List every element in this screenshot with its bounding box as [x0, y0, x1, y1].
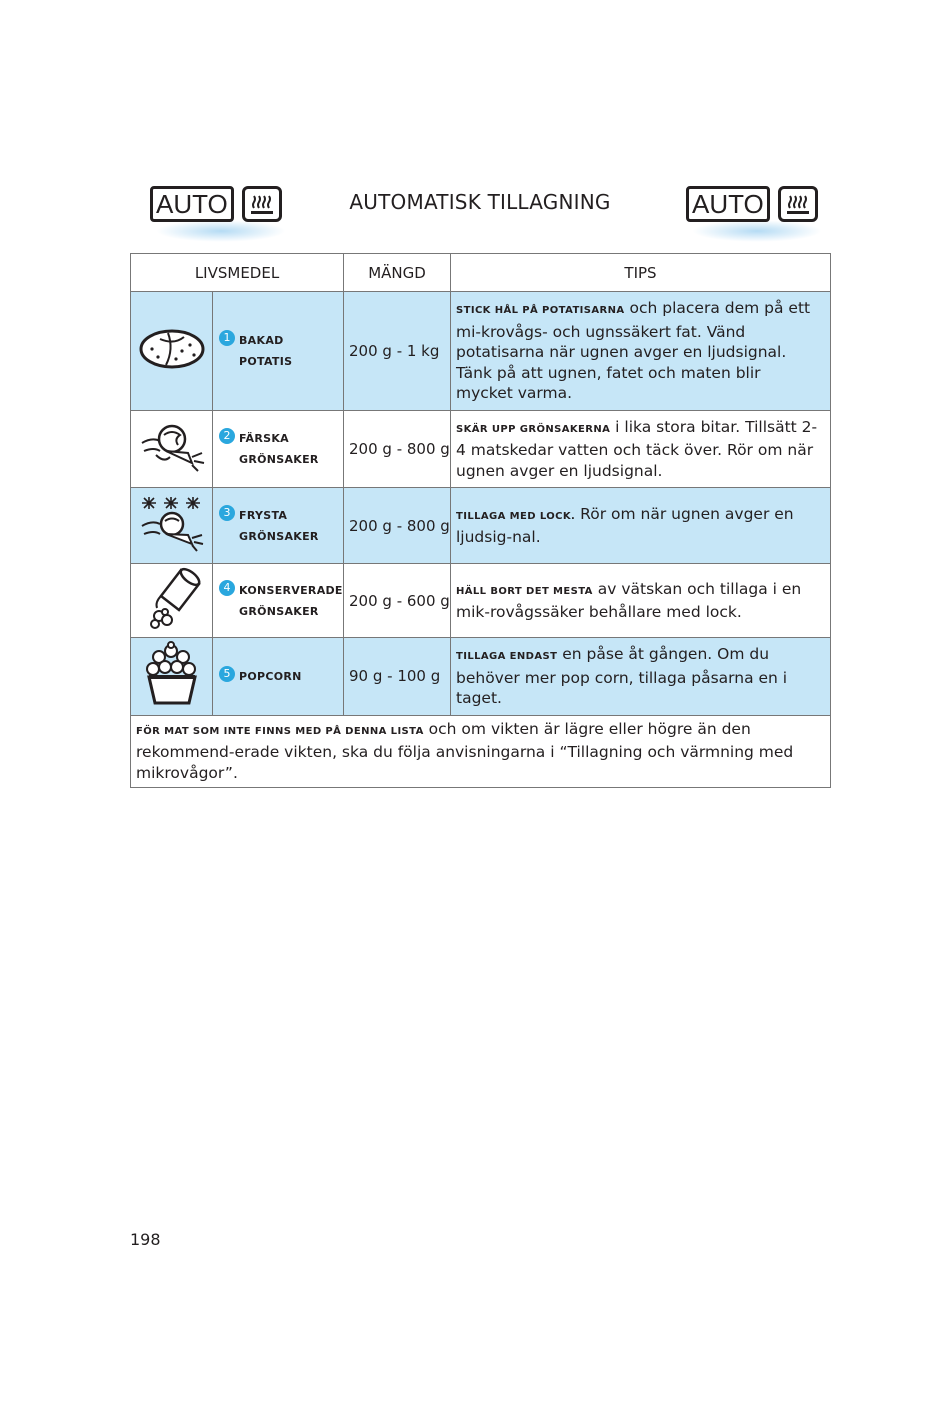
auto-label: AUTO [686, 186, 770, 222]
table-header-row [131, 254, 831, 292]
frozen-vegetables-icon [131, 488, 213, 564]
table-footer-row [131, 715, 831, 787]
auto-cook-table [130, 253, 831, 788]
potato-icon [131, 292, 213, 411]
food-name: FRYSTA GRÖNSAKER [239, 508, 319, 543]
amount: 90 g - 100 g [344, 638, 451, 716]
popcorn-icon [131, 638, 213, 716]
number-badge: 1 [219, 330, 235, 346]
table-row [131, 488, 831, 564]
tip: TILLAGA ENDAST en påse åt gången. Om du behöver mer pop corn, tillaga påsarna en i taget. [451, 638, 831, 716]
footer-note: FÖR MAT SOM INTE FINNS MED PÅ DENNA LISTA och om vikten är lägre eller högre än den rekommend-erade vikten, ska du följa anvisningarna i “Tillagning och värmning med mikrovågor”. [131, 715, 831, 787]
tip: TILLAGA MED LOCK. Rör om när ugnen avger en ljudsig-nal. [451, 488, 831, 564]
vegetables-icon [131, 410, 213, 488]
page-header [130, 180, 830, 240]
canned-vegetables-icon [131, 564, 213, 638]
number-badge: 4 [219, 580, 235, 596]
table-row [131, 292, 831, 411]
auto-label: AUTO [150, 186, 234, 222]
column-header-tips: TIPS [451, 254, 831, 292]
table-row [131, 564, 831, 638]
food-name: KONSERVERADE GRÖNSAKER [239, 583, 343, 618]
food-name: BAKAD POTATIS [239, 333, 293, 368]
amount: 200 g - 800 g [344, 410, 451, 488]
column-header-mangd: MÄNGD [344, 254, 451, 292]
tip: HÄLL BORT DET MESTA av vätskan och tillaga i en mik-rovågssäker behållare med lock. [451, 564, 831, 638]
food-name: POPCORN [239, 669, 302, 683]
amount: 200 g - 1 kg [344, 292, 451, 411]
number-badge: 2 [219, 428, 235, 444]
oven-steam-icon [778, 186, 818, 222]
number-badge: 5 [219, 666, 235, 682]
number-badge: 3 [219, 505, 235, 521]
column-header-livsmedel: LIVSMEDEL [131, 254, 344, 292]
auto-badge-right [686, 186, 818, 222]
amount: 200 g - 800 g [344, 488, 451, 564]
page-number: 198 [130, 1230, 161, 1249]
table-row [131, 638, 831, 716]
page-title: AUTOMATISK TILLAGNING [349, 190, 611, 214]
tip: SKÄR UPP GRÖNSAKERNA i lika stora bitar. Tillsätt 2-4 matskedar vatten och täck över. Rör om när ugnen avger en ljudsignal. [451, 410, 831, 488]
amount: 200 g - 600 g [344, 564, 451, 638]
table-row [131, 410, 831, 488]
tip: STICK HÅL PÅ POTATISARNA och placera dem på ett mi-krovågs- och ugnssäkert fat. Vänd potatisarna när ugnen avger en ljudsignal. Tänk på att ugnen, fatet och maten blir mycket varma. [451, 292, 831, 411]
food-name: FÄRSKA GRÖNSAKER [239, 431, 319, 466]
